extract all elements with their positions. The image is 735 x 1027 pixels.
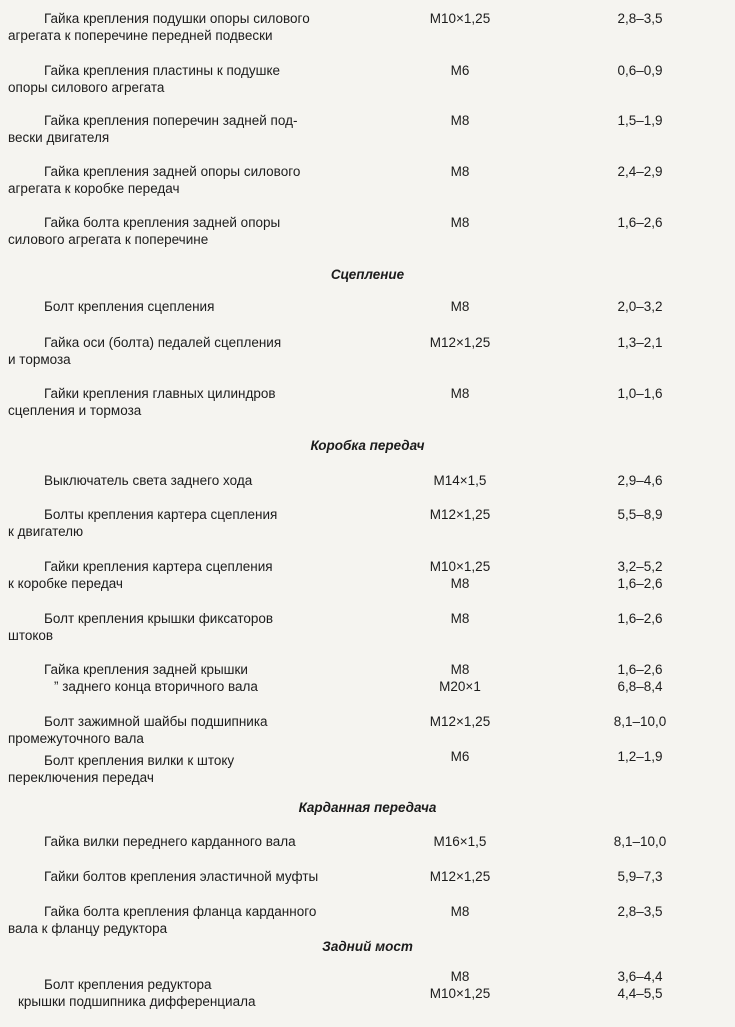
torque-value: 5,9–7,3 — [617, 869, 663, 884]
row-description: Гайка крепления задней крышки ” заднего конца вторичного вала — [44, 662, 258, 694]
torque-value: 1,2–1,9 — [617, 749, 663, 764]
torque-value: 1,6–2,6 — [617, 215, 663, 230]
row-description: Болт крепления крышки фиксаторов штоков — [8, 611, 274, 643]
thread-size: M8 M10×1,25 — [429, 969, 491, 1001]
torque-value: 0,6–0,9 — [617, 63, 663, 78]
section-heading: Сцепление — [330, 267, 405, 282]
row-description: Гайка крепления задней опоры силового агрегата к коробке передач — [8, 164, 301, 196]
thread-size: M14×1,5 — [433, 473, 487, 488]
torque-value: 5,5–8,9 — [617, 507, 663, 522]
thread-size: M10×1,25 M8 — [429, 559, 491, 591]
torque-value: 3,2–5,2 1,6–2,6 — [617, 559, 663, 591]
thread-size: M8 — [450, 113, 470, 128]
thread-size: M8 — [450, 386, 470, 401]
row-description: Гайки крепления картера сцепления к коробке передач — [8, 559, 273, 591]
row-description: Выключатель света заднего хода — [44, 473, 253, 488]
thread-size: M6 — [450, 749, 470, 764]
row-description: Болт зажимной шайбы подшипника промежуточного вала — [8, 714, 268, 746]
torque-value: 1,5–1,9 — [617, 113, 663, 128]
row-description: Гайка болта крепления фланца карданного вала к фланцу редуктора — [8, 904, 317, 936]
thread-size: M8 — [450, 611, 470, 626]
row-description: Гайка крепления подушки опоры силового агрегата к поперечине передней подвески — [8, 11, 310, 43]
thread-size: M8 — [450, 299, 470, 314]
thread-size: M8 — [450, 215, 470, 230]
thread-size: M10×1,25 — [429, 11, 491, 26]
section-heading: Коробка передач — [310, 438, 425, 453]
thread-size: M6 — [450, 63, 470, 78]
row-description: Гайка крепления пластины к подушке опоры силового агрегата — [8, 63, 281, 95]
thread-size: M12×1,25 — [429, 335, 491, 350]
row-description: Гайка крепления поперечин задней под- вески двигателя — [8, 113, 298, 145]
section-heading: Задний мост — [322, 939, 413, 954]
row-description: Болты крепления картера сцепления к двигателю — [8, 507, 278, 539]
row-description: Гайка оси (болта) педалей сцепления и тормоза — [8, 335, 282, 367]
thread-size: M12×1,25 — [429, 869, 491, 884]
row-description: Гайки крепления главных цилиндров сцепления и тормоза — [8, 386, 276, 418]
torque-value: 1,6–2,6 6,8–8,4 — [617, 662, 663, 694]
row-description: Болт крепления редуктора крышки подшипника дифференциала — [18, 977, 256, 1009]
thread-size: M8 — [450, 164, 470, 179]
thread-size: M12×1,25 — [429, 714, 491, 729]
torque-value: 1,6–2,6 — [617, 611, 663, 626]
torque-value: 8,1–10,0 — [613, 714, 667, 729]
torque-value: 2,8–3,5 — [617, 11, 663, 26]
row-description: Гайка вилки переднего карданного вала — [44, 834, 296, 849]
row-description: Болт крепления сцепления — [44, 299, 215, 314]
thread-size: M12×1,25 — [429, 507, 491, 522]
thread-size: M8 M20×1 — [439, 662, 481, 694]
torque-value: 2,8–3,5 — [617, 904, 663, 919]
torque-value: 1,3–2,1 — [617, 335, 663, 350]
torque-value: 2,9–4,6 — [617, 473, 663, 488]
torque-value: 3,6–4,4 4,4–5,5 — [617, 969, 663, 1001]
torque-value: 2,0–3,2 — [617, 299, 663, 314]
row-description: Гайки болтов крепления эластичной муфты — [44, 869, 319, 884]
torque-value: 1,0–1,6 — [617, 386, 663, 401]
torque-value: 2,4–2,9 — [617, 164, 663, 179]
row-description: Гайка болта крепления задней опоры силового агрегата к поперечине — [8, 215, 281, 247]
section-heading: Карданная передача — [298, 800, 437, 815]
torque-value: 8,1–10,0 — [613, 834, 667, 849]
row-description: Болт крепления вилки к штоку переключения передач — [8, 753, 235, 785]
thread-size: M16×1,5 — [433, 834, 487, 849]
thread-size: M8 — [450, 904, 470, 919]
